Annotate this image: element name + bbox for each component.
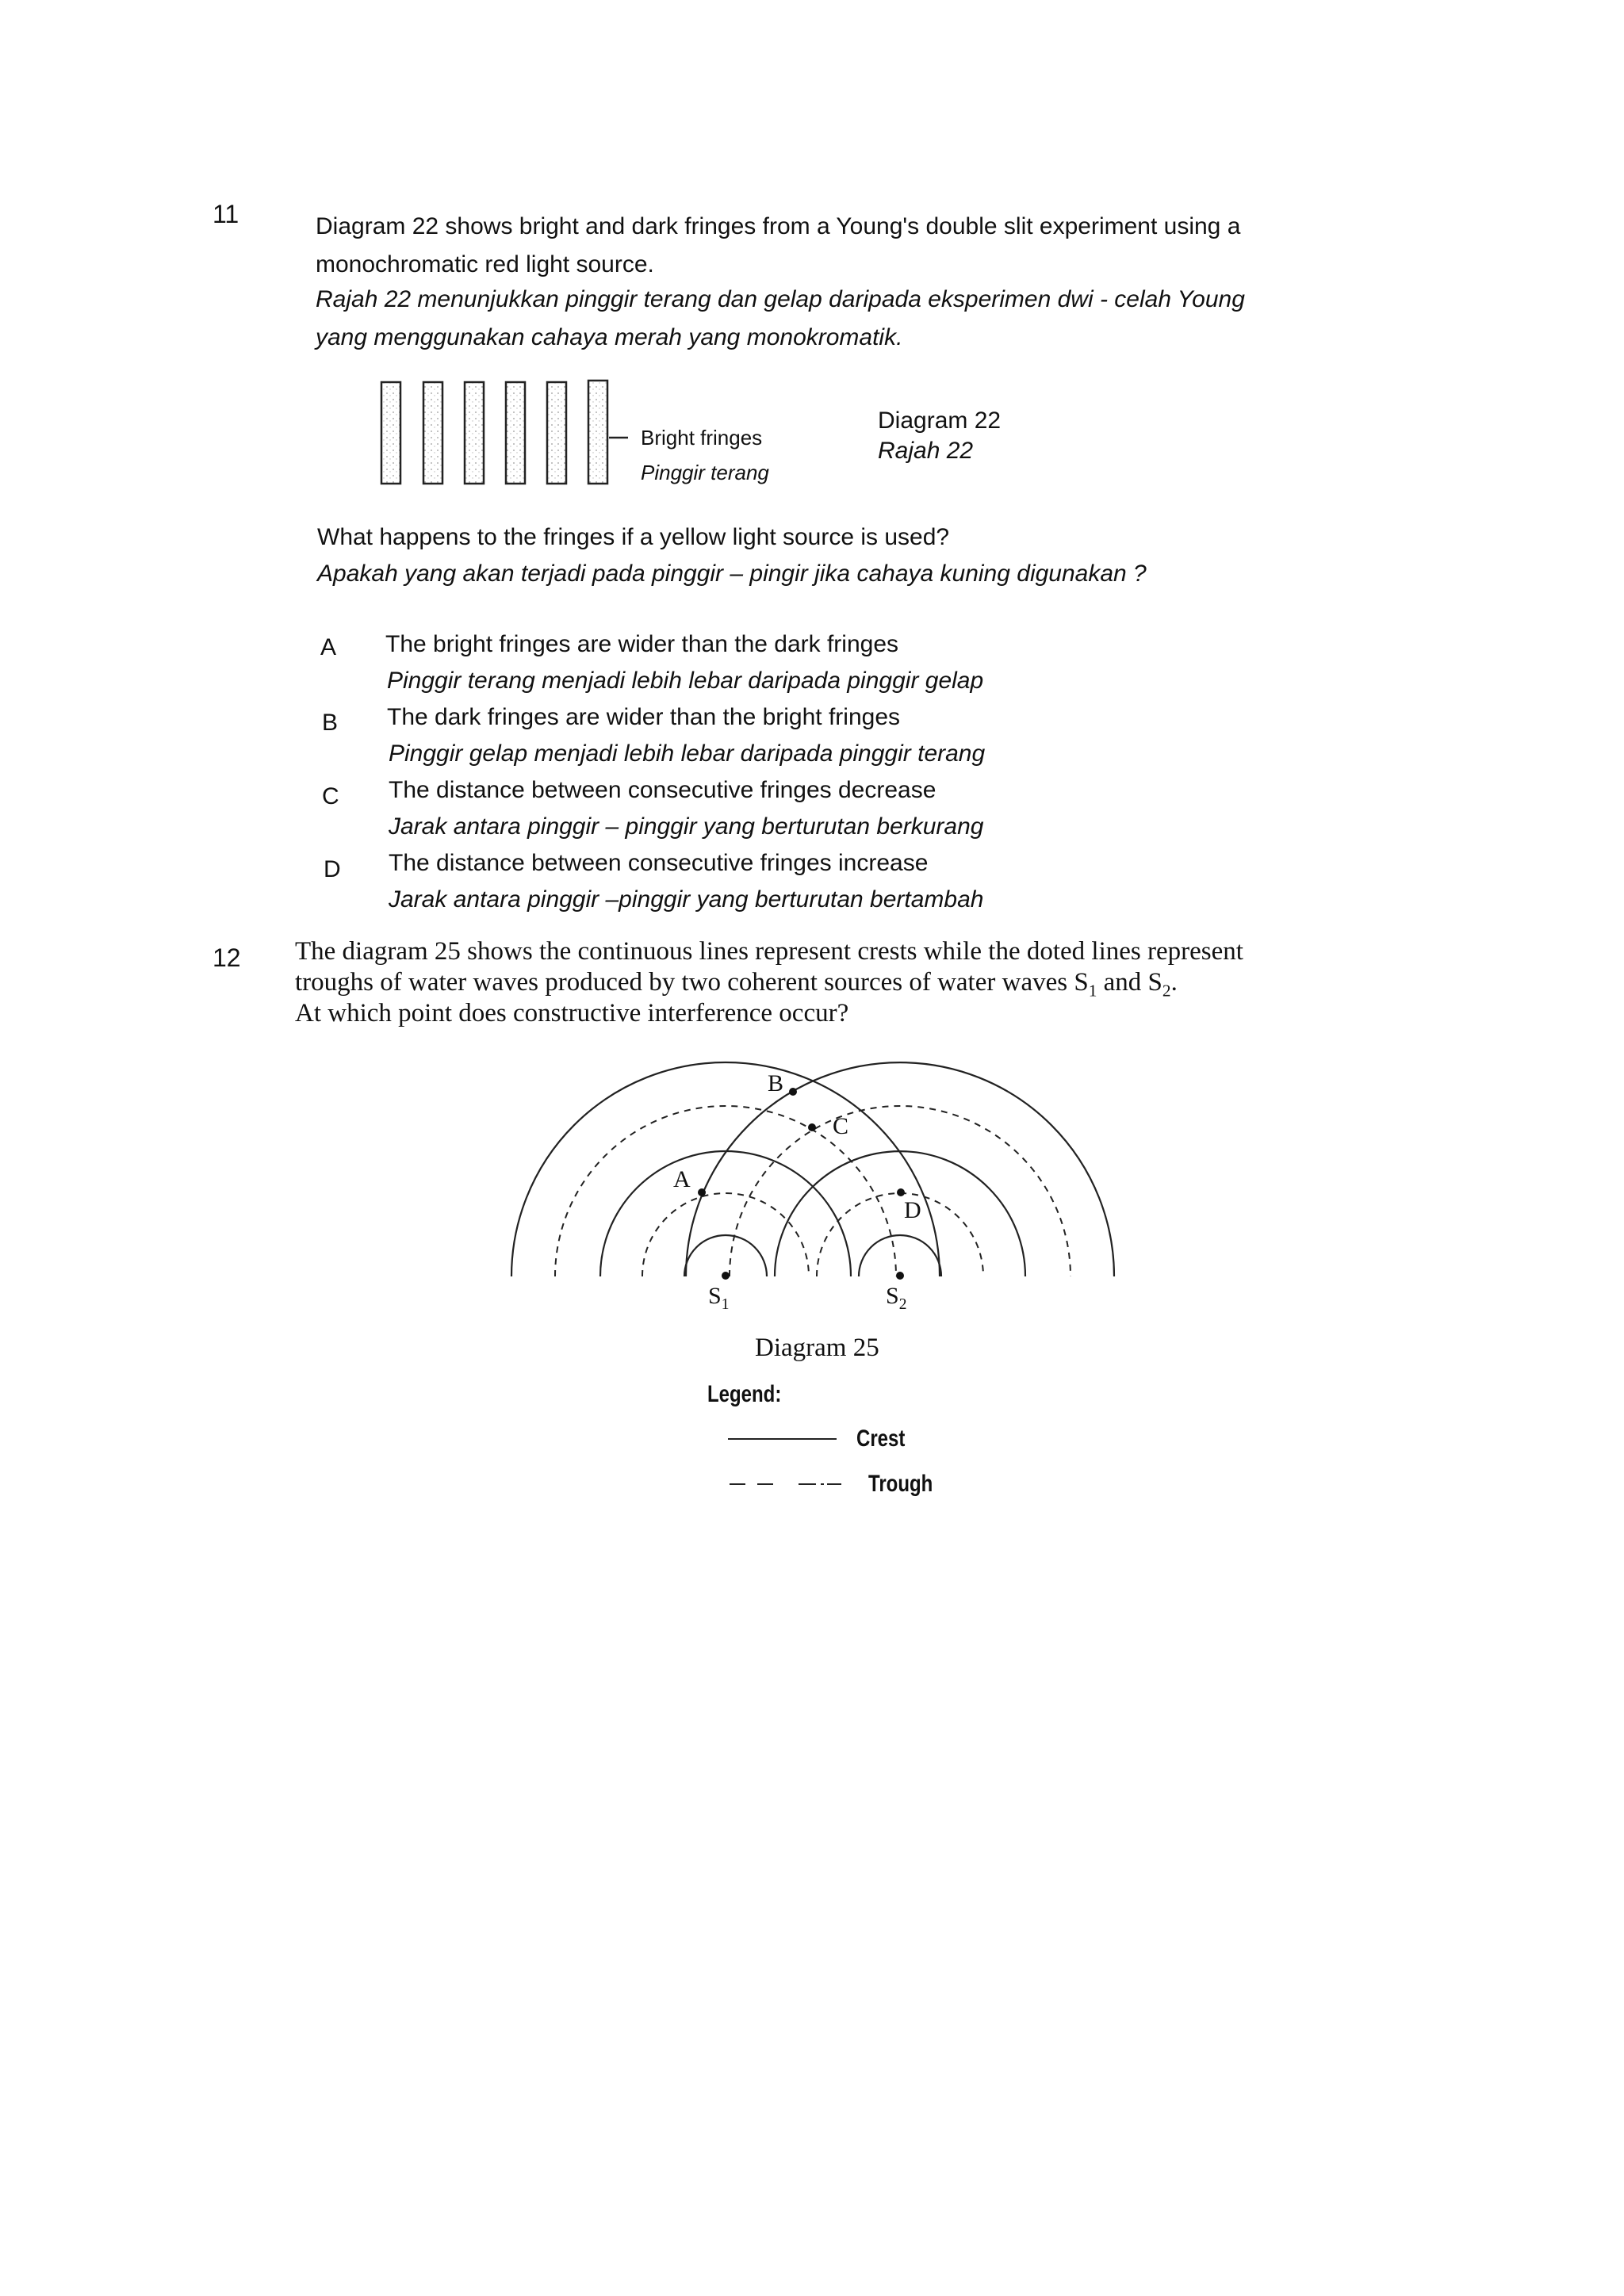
point-b-label: B xyxy=(768,1070,784,1096)
q11-stem-en-line1: Diagram 22 shows bright and dark fringes from a Young's double slit experiment using a xyxy=(316,213,1241,239)
q11-stem-en-line2: monochromatic red light source. xyxy=(316,251,654,277)
option-b-text-ms: Pinggir gelap menjadi lebih lebar daripada pinggir terang xyxy=(389,740,986,767)
diagram-25-caption: Diagram 25 xyxy=(755,1334,879,1362)
s1-crest-1 xyxy=(684,1235,767,1276)
fringe-label-en: Bright fringes xyxy=(641,426,763,450)
bright-fringe xyxy=(465,382,484,484)
q11-stem-ms-line2: yang menggunakan cahaya merah yang monokromatik. xyxy=(316,324,903,350)
source-s1-label: $S_1$ xyxy=(708,1283,730,1313)
point-c-label: C xyxy=(833,1113,849,1139)
option-a-text-ms: Pinggir terang menjadi lebih lebar daripada pinggir gelap xyxy=(387,668,984,694)
option-d-text-ms: Jarak antara pinggir –pinggir yang berturutan bertambah xyxy=(389,886,984,913)
bright-fringe xyxy=(506,382,525,484)
bright-fringe xyxy=(381,382,400,484)
point-d-dot xyxy=(897,1188,905,1196)
point-a-dot xyxy=(698,1188,706,1196)
bright-fringe xyxy=(423,382,442,484)
q11-question-ms: Apakah yang akan terjadi pada pinggir – pingir jika cahaya kuning digunakan ? xyxy=(317,561,1147,587)
legend-swatches xyxy=(726,1427,845,1490)
s2-crest-2 xyxy=(775,1151,1025,1276)
option-c-text-en[interactable]: The distance between consecutive fringes decrease xyxy=(389,777,936,803)
source-s2-label: $S_2$ xyxy=(886,1283,907,1313)
point-c-dot xyxy=(808,1123,816,1131)
s1-crest-2 xyxy=(600,1151,851,1276)
q12-stem-line2: troughs of water waves produced by two coherent sources of water waves $S_1$ and $S_2$. xyxy=(295,968,1178,1001)
diagram-22-label-en: Diagram 22 xyxy=(878,408,1002,434)
option-d-letter: D xyxy=(324,856,341,882)
q11-question-en: What happens to the fringes if a yellow light source is used? xyxy=(317,524,950,550)
option-c-text-ms: Jarak antara pinggir – pinggir yang berturutan berkurang xyxy=(389,813,984,840)
bright-fringe xyxy=(547,382,566,484)
diagram-22-label-ms: Rajah 22 xyxy=(878,438,974,464)
option-a-text-en[interactable]: The bright fringes are wider than the dark fringes xyxy=(385,631,899,657)
interference-diagram xyxy=(508,1050,1126,1336)
option-c-letter: C xyxy=(322,783,339,809)
legend-title: Legend: xyxy=(707,1381,782,1407)
point-d-label: D xyxy=(904,1197,921,1223)
question-number-11: 11 xyxy=(213,200,239,228)
option-b-letter: B xyxy=(322,710,339,736)
legend-trough-label: Trough xyxy=(868,1471,933,1497)
option-d-text-en[interactable]: The distance between consecutive fringes increase xyxy=(389,850,929,876)
option-b-text-en[interactable]: The dark fringes are wider than the bright fringes xyxy=(387,704,901,730)
q11-stem-ms-line1: Rajah 22 menunjukkan pinggir terang dan gelap daripada eksperimen dwi - celah Young xyxy=(316,286,1245,312)
question-number-12: 12 xyxy=(213,943,241,972)
fringe-diagram xyxy=(373,373,634,492)
legend-crest-label: Crest xyxy=(856,1425,906,1452)
source-s1-dot xyxy=(722,1272,730,1280)
q12-stem-line1: The diagram 25 shows the continuous lines represent crests while the doted lines represent xyxy=(295,937,1243,966)
s2-crest-1 xyxy=(859,1235,941,1276)
point-a-label: A xyxy=(673,1166,691,1192)
bright-fringe xyxy=(588,381,607,484)
q12-stem-line3: At which point does constructive interference occur? xyxy=(295,999,849,1027)
source-s2-dot xyxy=(896,1272,904,1280)
fringe-label-ms: Pinggir terang xyxy=(641,461,769,484)
point-b-dot xyxy=(789,1088,797,1096)
option-a-letter: A xyxy=(320,634,337,660)
